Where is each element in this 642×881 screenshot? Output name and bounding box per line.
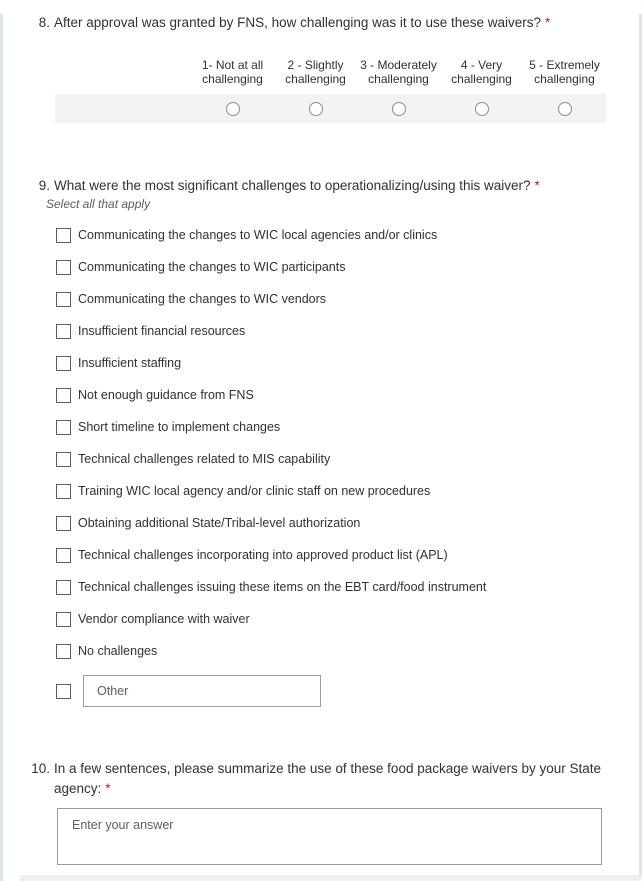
checkbox-option	[56, 323, 642, 339]
likert-cell-2	[274, 102, 357, 116]
checkbox-option	[56, 483, 642, 499]
checkbox[interactable]	[56, 452, 71, 467]
likert-scale	[55, 58, 606, 123]
likert-cell-5	[523, 102, 606, 116]
likert-cell-3	[357, 102, 440, 116]
question-10-text	[54, 759, 601, 799]
likert-radio-2[interactable]	[309, 102, 323, 116]
checkbox-option	[56, 451, 642, 467]
question-9-subtitle: Select all that apply	[46, 197, 151, 211]
likert-header	[55, 58, 606, 86]
likert-scale-label-5	[523, 58, 606, 86]
likert-radio-3[interactable]	[392, 102, 406, 116]
checkbox[interactable]	[56, 612, 71, 627]
question-10-text-line2: agency:	[54, 781, 102, 796]
checkbox[interactable]	[56, 516, 71, 531]
question-9-title	[28, 177, 642, 195]
checkbox-label: Short timeline to implement changes	[78, 419, 281, 434]
question-10-number: 10.	[31, 761, 50, 776]
question-9-options	[0, 227, 642, 707]
checkbox[interactable]	[56, 548, 71, 563]
required-marker: *	[105, 781, 111, 796]
checkbox[interactable]	[56, 260, 71, 275]
checkbox-label: No challenges	[78, 643, 158, 658]
scale-label-line: challenging	[534, 72, 595, 86]
checkbox-option	[56, 515, 642, 531]
checkbox-label: Not enough guidance from FNS	[78, 387, 254, 402]
checkbox-label: Vendor compliance with waiver	[78, 611, 250, 626]
checkbox-label: Communicating the changes to WIC local agencies and/or clinics	[78, 227, 438, 242]
checkbox-option	[56, 611, 642, 627]
other-checkbox[interactable]	[56, 684, 71, 699]
page-left-margin	[0, 14, 3, 881]
answer-textarea[interactable]	[57, 808, 602, 865]
likert-cell-1	[191, 102, 274, 116]
checkbox[interactable]	[56, 228, 71, 243]
checkbox-label: Insufficient staffing	[78, 355, 182, 370]
likert-scale-label-3	[357, 58, 440, 86]
checkbox[interactable]	[56, 292, 71, 307]
checkbox[interactable]	[56, 644, 71, 659]
scale-label-line: 4 - Very	[460, 58, 503, 72]
question-10-title	[28, 759, 642, 799]
other-text-input[interactable]	[83, 675, 321, 707]
question-9-number: 9.	[38, 178, 50, 193]
checkbox[interactable]	[56, 420, 71, 435]
checkbox-option	[56, 579, 642, 595]
likert-header-spacer	[55, 58, 191, 86]
checkbox-label: Communicating the changes to WIC participants	[78, 259, 346, 274]
checkbox-label: Communicating the changes to WIC vendors	[78, 291, 327, 306]
checkbox-option	[56, 547, 642, 563]
checkbox[interactable]	[56, 580, 71, 595]
page-bottom-margin	[20, 875, 642, 881]
likert-answer-row	[55, 94, 606, 123]
checkbox-option-other	[56, 675, 642, 707]
question-9-text: What were the most significant challenges to operationalizing/using this waiver?	[54, 178, 531, 193]
likert-radio-1[interactable]	[226, 102, 240, 116]
checkbox[interactable]	[56, 356, 71, 371]
checkbox-option	[56, 291, 642, 307]
checkbox-option	[56, 387, 642, 403]
checkbox-option	[56, 259, 642, 275]
checkbox[interactable]	[56, 388, 71, 403]
required-marker: *	[545, 15, 551, 30]
scale-label-line: challenging	[202, 72, 263, 86]
checkbox-option	[56, 355, 642, 371]
likert-radio-4[interactable]	[475, 102, 489, 116]
likert-scale-label-1	[191, 58, 274, 86]
scale-label-line: challenging	[368, 72, 429, 86]
scale-label-line: 5 - Extremely	[529, 58, 600, 72]
scale-label-line: 2 - Slightly	[287, 58, 344, 72]
checkbox[interactable]	[56, 484, 71, 499]
scale-label-line: 1- Not at all	[201, 58, 264, 72]
required-marker: *	[534, 178, 540, 193]
likert-scale-label-4	[440, 58, 523, 86]
question-8-number: 8.	[38, 15, 50, 30]
scale-label-line: challenging	[451, 72, 512, 86]
scale-label-line: challenging	[285, 72, 346, 86]
likert-radio-5[interactable]	[558, 102, 572, 116]
checkbox-label: Obtaining additional State/Tribal-level authorization	[78, 515, 361, 530]
question-10-text-line1: In a few sentences, please summarize the use of these food package waivers by your State	[54, 761, 602, 776]
question-8-text: After approval was granted by FNS, how challenging was it to use these waivers?	[54, 15, 542, 30]
checkbox-label: Technical challenges related to MIS capability	[78, 451, 331, 466]
checkbox[interactable]	[56, 324, 71, 339]
checkbox-label: Technical challenges incorporating into approved product list (APL)	[78, 547, 448, 562]
likert-scale-label-2	[274, 58, 357, 86]
question-8-title	[28, 14, 642, 32]
checkbox-option	[56, 643, 642, 659]
checkbox-label: Technical challenges issuing these items on the EBT card/food instrument	[78, 579, 487, 594]
checkbox-option	[56, 419, 642, 435]
scale-label-line: 3 - Moderately	[360, 58, 437, 72]
likert-cell-4	[440, 102, 523, 116]
checkbox-label: Training WIC local agency and/or clinic staff on new procedures	[78, 483, 431, 498]
checkbox-option	[56, 227, 642, 243]
checkbox-label: Insufficient financial resources	[78, 323, 246, 338]
